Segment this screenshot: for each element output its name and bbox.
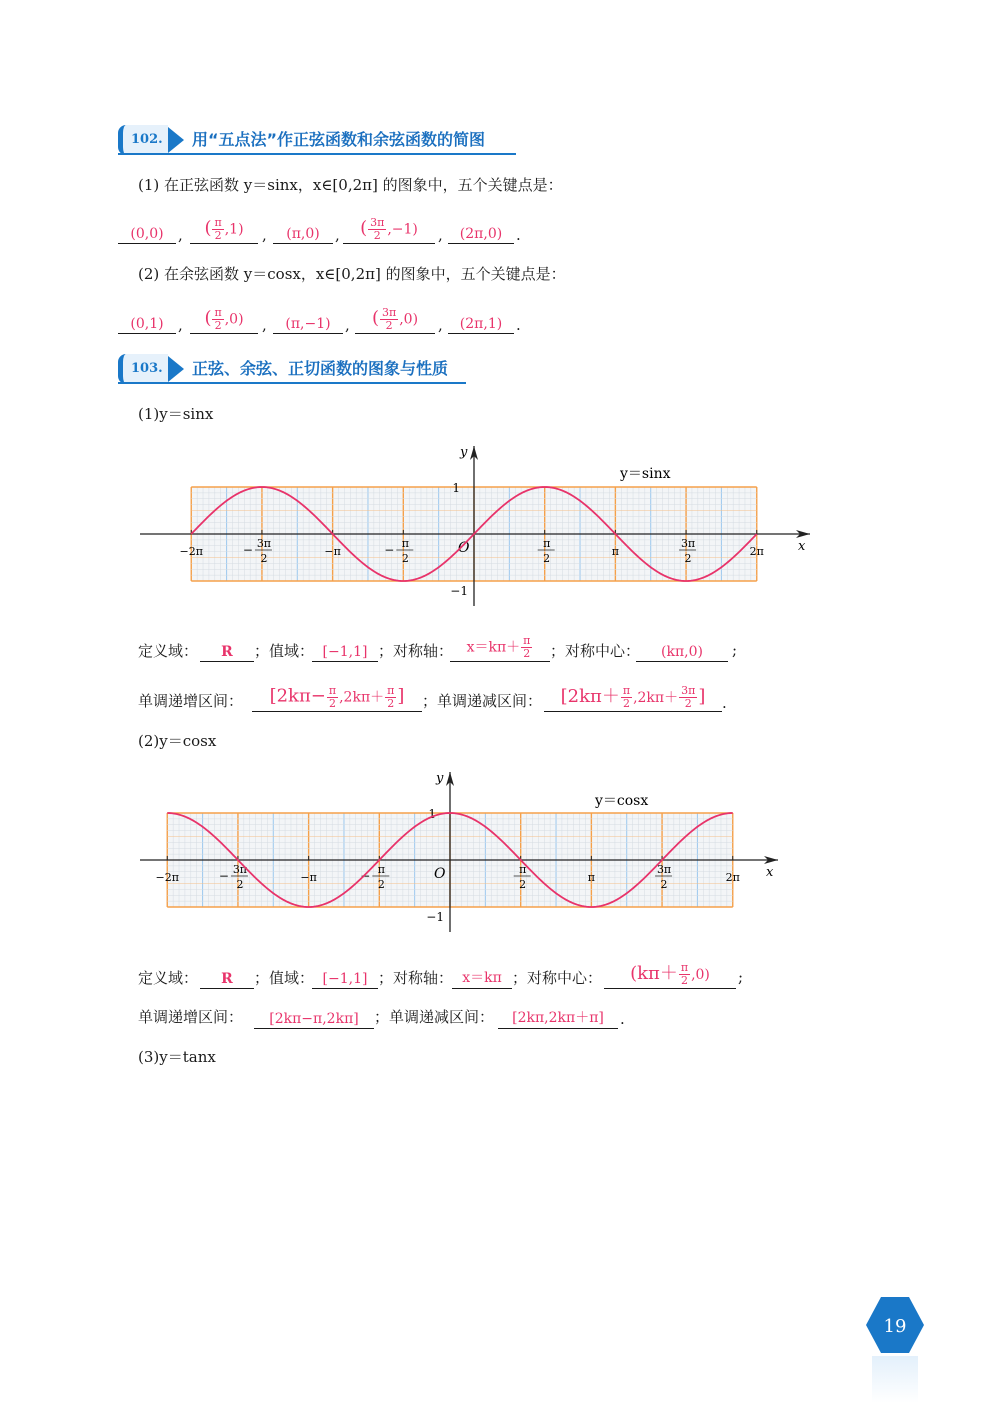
answer-blank [636,636,728,662]
center-label: ；对称中心： [512,969,603,987]
x-tick-label: π [519,863,527,876]
section-103-header [118,354,468,384]
period: . [516,316,521,334]
x-tick-label: 3π [680,537,696,550]
x-axis-label: x [766,865,774,880]
x-tick-label: − [360,869,371,883]
answer-text: (0,0) [130,226,164,242]
answer-blank [544,674,722,712]
comma: , [438,226,443,244]
decrease-label: ；单调递减区间： [422,692,543,710]
x-tick-label: π [543,537,551,550]
answer-text: ( $\frac{3\pi}{2}$ ,−1) [360,216,418,242]
section-title: 用“五点法”作正弦函数和余弦函数的简图 [192,130,486,149]
semicolon: ; [732,641,738,659]
y-tick-label: 1 [452,481,460,495]
answer-blank [200,636,254,662]
x-tick-label: 3π [656,863,672,876]
increase-answer: [2kπ−π,2kπ] [269,1011,359,1027]
x-tick-label: 2 [660,878,668,891]
answer-text: (π,−1) [285,316,331,332]
answer-blank [312,963,378,989]
x-tick-label: −π [324,545,341,558]
answer-blank [190,208,258,244]
section-102-header [118,125,518,155]
comma: , [262,226,267,244]
page-number-badge [866,1297,924,1353]
x-tick-label: 3π [232,863,248,876]
comma: , [178,316,183,334]
axis-label: ；对称轴： [378,642,454,660]
answer-blank [448,304,514,334]
period: . [516,226,521,244]
y-tick-label: −1 [426,910,444,924]
cos-function-label: (2)y＝cosx [138,732,217,750]
answer-text: (π,0) [286,226,320,242]
increase-label: 单调递增区间： [138,692,244,710]
domain-label: 定义域： [138,969,199,987]
answer-blank [448,214,514,244]
x-tick-label: 2 [401,552,409,565]
answer-blank [254,1003,374,1029]
x-tick-label: −π [300,871,317,884]
y-axis-label: y [436,771,444,786]
x-tick-label: 2 [519,878,527,891]
x-tick-label: −2π [155,871,179,884]
domain-answer: R [221,644,233,660]
question-sin-keypoints: (1) 在正弦函数 y＝sinx，x∈[0,2π] 的图象中，五个关键点是： [138,176,563,194]
range-label: ；值域： [254,642,315,660]
cos-graph [130,766,830,941]
domain-label: 定义域： [138,642,199,660]
answer-blank [252,674,422,712]
answer-blank [604,952,736,989]
tan-function-label: (3)y＝tanx [138,1048,216,1066]
x-tick-label: π [611,545,619,558]
answer-blank [498,1003,618,1029]
x-tick-label: 3π [256,537,272,550]
period: . [620,1010,625,1028]
answer-blank [200,963,254,989]
comma: , [335,226,340,244]
answer-blank [118,214,176,244]
x-tick-label: 2 [260,552,268,565]
badge-shadow [872,1356,918,1403]
sin-function-label: (1)y＝sinx [138,405,214,423]
function-legend-label: y＝cosx [595,793,649,809]
semicolon: ; [738,968,744,986]
comma: , [178,226,183,244]
decrease-answer: [2kπ,2kπ＋π] [512,1010,604,1026]
answer-blank [273,304,343,334]
arrow-icon [168,127,184,153]
x-tick-label: π [401,537,409,550]
answer-text: (0,1) [130,316,164,332]
y-tick-label: 1 [428,807,436,821]
x-tick-label: − [242,543,253,557]
answer-text: ( $\frac{3\pi}{2}$ ,0) [371,306,419,332]
answer-text: ( $\frac{\pi}{2}$ ,1) [204,216,244,242]
x-tick-label: π [377,863,385,876]
section-underline [118,382,466,384]
sin-graph [130,440,830,615]
x-axis-label: x [798,539,806,554]
answer-blank [452,963,512,989]
section-number: 102. [118,125,168,155]
section-title: 正弦、余弦、正切函数的图象与性质 [192,359,449,378]
range-answer: [−1,1] [322,644,368,660]
answer-text: (2π,0) [459,226,503,242]
x-tick-label: 2π [749,545,764,558]
increase-label: 单调递增区间： [138,1008,244,1026]
origin-label: O [434,866,446,882]
x-tick-label: 2 [236,878,244,891]
x-tick-label: 2 [543,552,551,565]
range-answer: [−1,1] [322,971,368,987]
x-tick-label: − [218,869,229,883]
domain-answer: R [221,971,233,987]
question-cos-keypoints: (2) 在余弦函数 y＝cosx，x∈[0,2π] 的图象中，五个关键点是： [138,265,566,283]
axis-answer: x＝kπ＋ $\frac{\pi}{2}$ [466,634,531,660]
range-label: ；值域： [254,969,315,987]
decrease-answer: [2kπ＋ $\frac{\pi}{2}$ ,2kπ＋ $\frac{3\pi}{2}$ ] [560,684,706,710]
center-label: ；对称中心： [550,642,641,660]
decrease-label: ；单调递减区间： [374,1008,495,1026]
answer-blank [118,304,176,334]
answer-blank [343,208,435,244]
comma: , [262,316,267,334]
center-answer: (kπ,0) [661,644,703,660]
answer-blank [273,214,333,244]
increase-answer: [2kπ− $\frac{\pi}{2}$ ,2kπ＋ $\frac{\pi}{2}$ ] [269,684,405,710]
x-tick-label: 2 [684,552,692,565]
section-number: 103. [118,354,168,384]
origin-label: O [458,540,470,556]
x-tick-label: 2π [725,871,740,884]
comma: , [345,316,350,334]
x-tick-label: 2 [377,878,385,891]
answer-text: (2π,1) [459,316,503,332]
x-tick-label: π [587,871,595,884]
y-axis-label: y [460,445,468,460]
y-tick-label: −1 [450,584,468,598]
answer-blank [355,298,435,334]
answer-blank [190,298,258,334]
center-answer: (kπ＋ $\frac{\pi}{2}$ ,0) [630,961,710,987]
period: . [722,694,727,712]
x-tick-label: − [384,543,395,557]
section-underline [118,153,516,155]
answer-blank [450,626,550,662]
answer-text: ( $\frac{\pi}{2}$ ,0) [204,306,244,332]
arrow-icon [168,356,184,382]
comma: , [438,316,443,334]
page-number: 19 [883,1316,907,1337]
answer-blank [312,636,378,662]
axis-answer: x＝kπ [462,970,502,986]
x-tick-label: −2π [179,545,203,558]
axis-label: ；对称轴： [378,969,454,987]
function-legend-label: y＝sinx [620,466,671,482]
